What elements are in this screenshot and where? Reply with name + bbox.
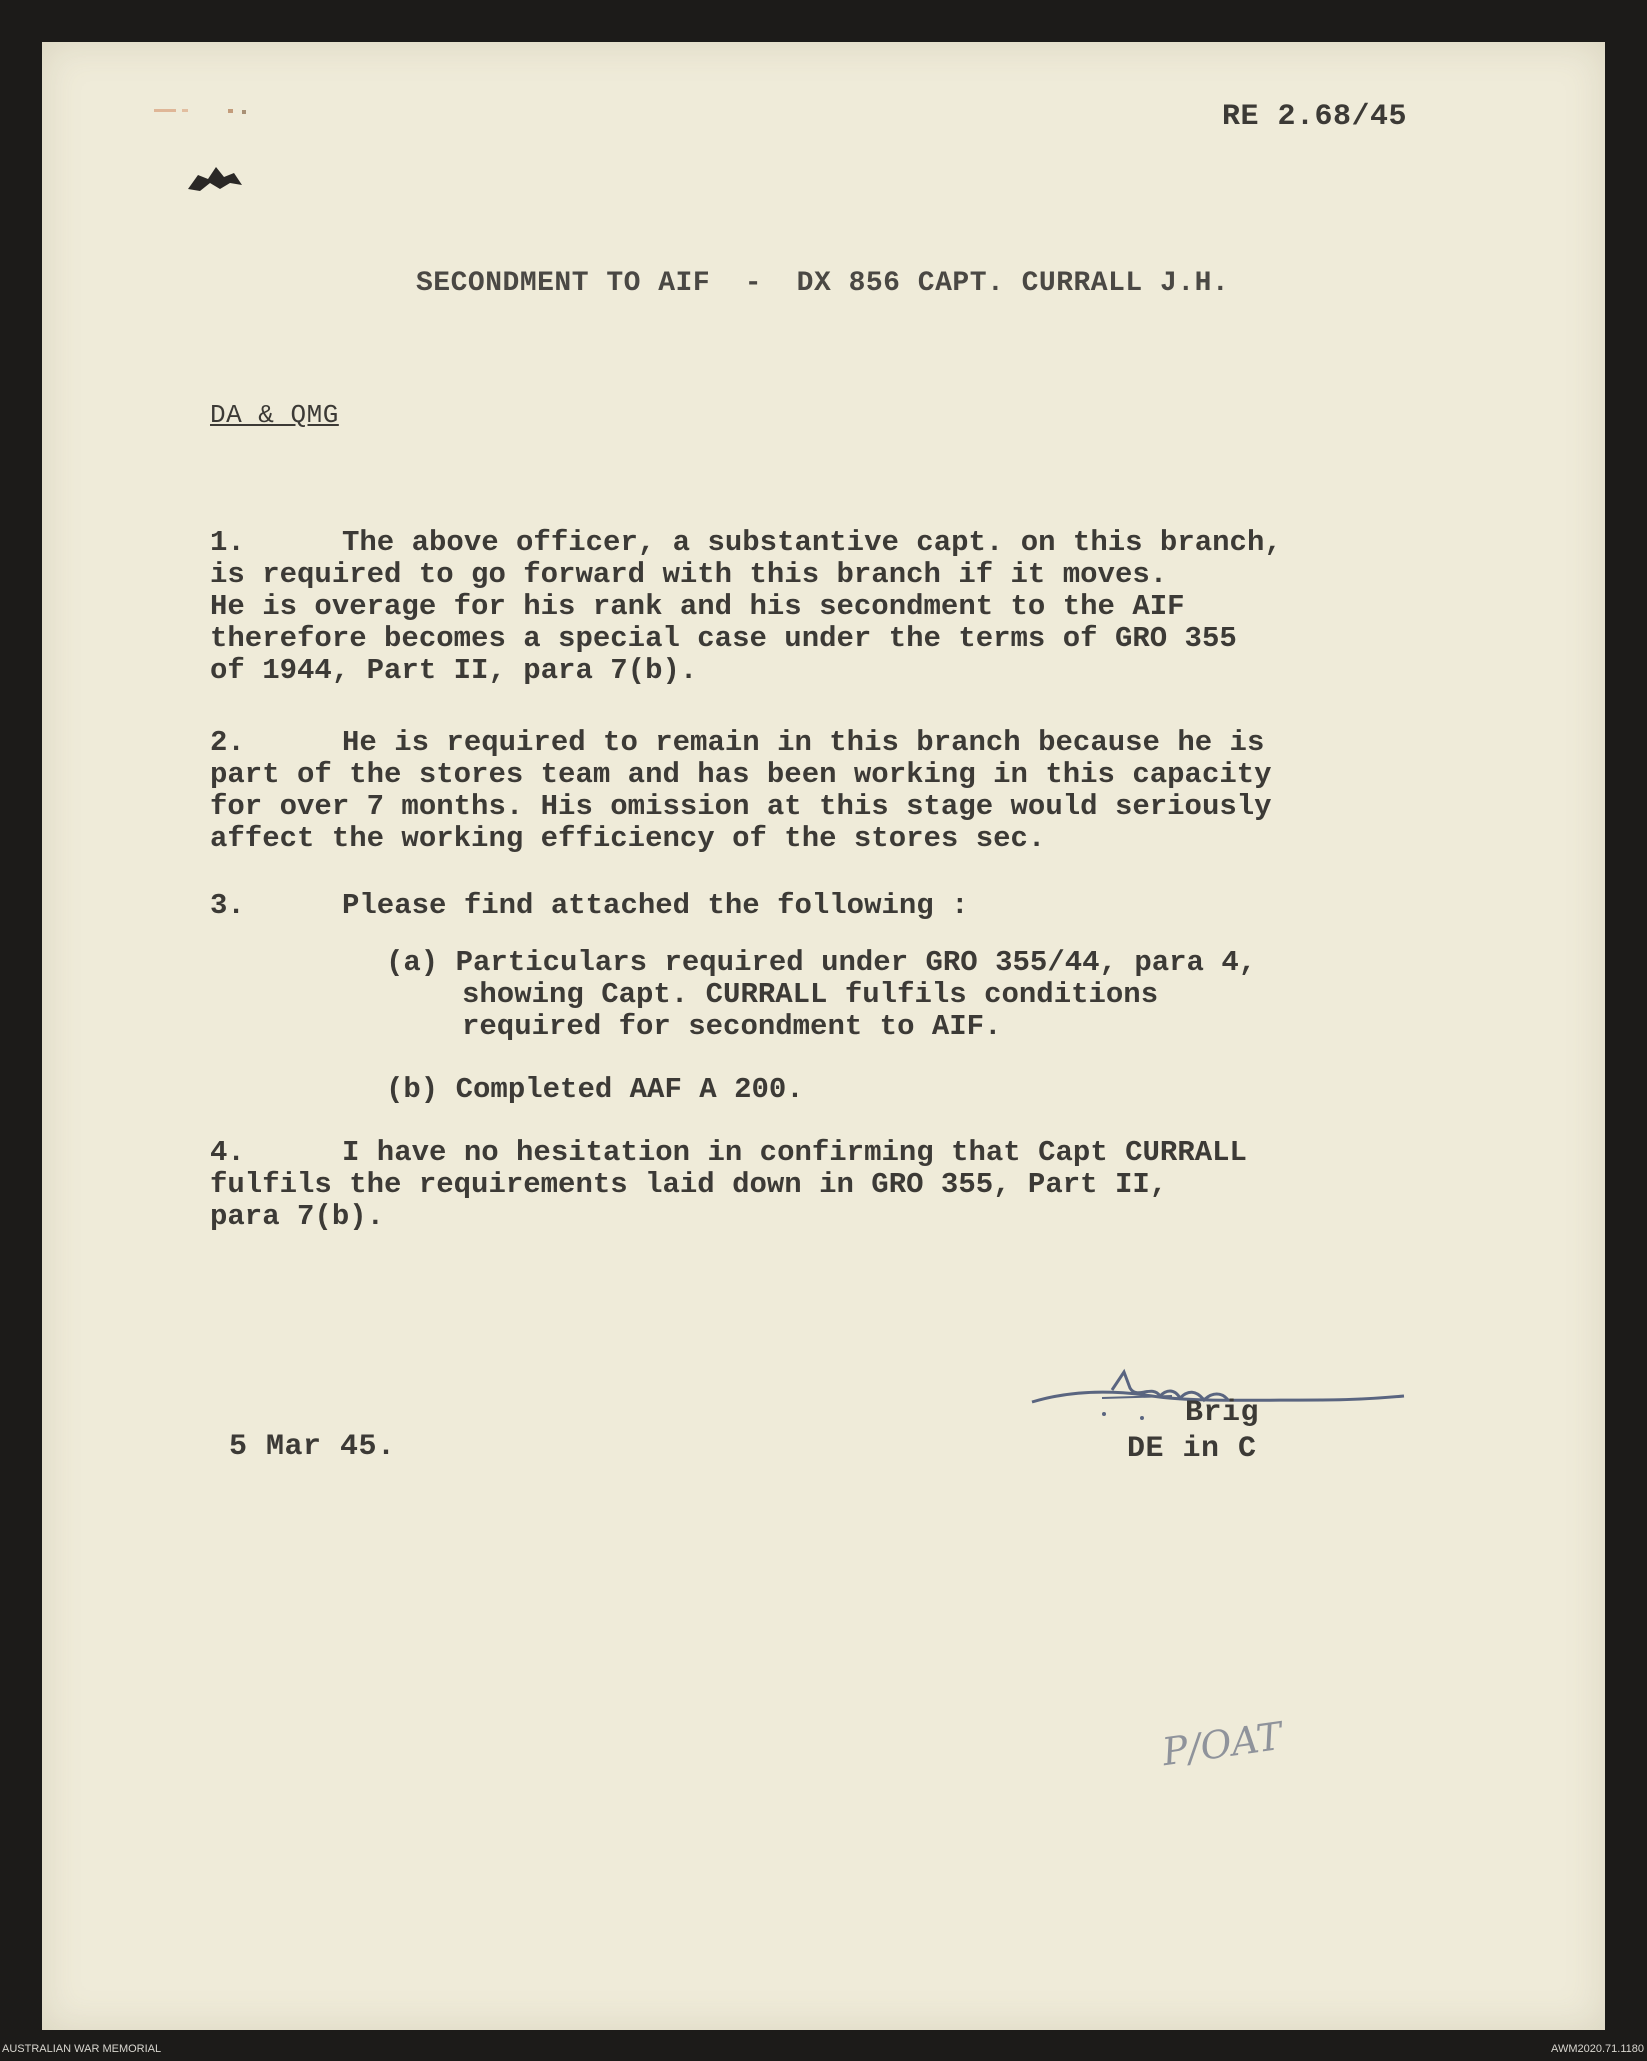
ink-smudge-mark [150,97,270,207]
paragraph-line: affect the working efficiency of the stores sec. [210,822,1046,855]
subitem-label: (b) [386,1073,439,1106]
paragraph-number: 4. [210,1136,245,1169]
paragraph-line: fulfils the requirements laid down in GRO 355, Part II, [210,1168,1168,1201]
paragraph-line: for over 7 months. His omission at this stage would seriously [210,790,1272,823]
paragraph-line: The above officer, a substantive capt. on this branch, [342,526,1282,559]
paragraph-line: He is overage for his rank and his secondment to the AIF [210,590,1185,623]
paragraph-1 [210,527,1410,687]
document-page [42,42,1605,2030]
paragraph-2 [210,727,1410,855]
document-date: 5 Mar 45. [229,1430,396,1464]
paragraph-4 [210,1137,1410,1233]
document-title: SECONDMENT TO AIF - DX 856 CAPT. CURRALL J.H. [416,268,1230,299]
reference-number: RE 2.68/45 [1222,100,1408,134]
paragraph-3 [210,890,1410,922]
paragraph-line: of 1944, Part II, para 7(b). [210,654,698,687]
subitem-line: Completed AAF A 200. [455,1073,804,1106]
subitem-label: (a) [386,946,439,979]
subitem-line: Particulars required under GRO 355/44, para 4, [455,946,1257,979]
subitem-line: required for secondment to AIF. [462,1010,1002,1043]
paragraph-line: para 7(b). [210,1200,385,1233]
subitem-line: showing Capt. CURRALL fulfils conditions [462,978,1159,1011]
handwritten-note: P/OAT [1159,1713,1285,1775]
paragraph-line: is required to go forward with this branch if it moves. [210,558,1168,591]
footer-accession-number: AWM2020.71.1180 [1551,2043,1644,2055]
paragraph-line: therefore becomes a special case under the terms of GRO 355 [210,622,1237,655]
paragraph-number: 3. [210,889,245,922]
paragraph-line: He is required to remain in this branch because he is [342,726,1265,759]
subitem-b [386,1074,804,1106]
signatory-rank: Brig [1185,1396,1260,1430]
addressee: DA & QMG [210,400,339,430]
footer-credit: AUSTRALIAN WAR MEMORIAL [2,2043,162,2055]
subitem-a [386,947,1256,1043]
paragraph-number: 1. [210,526,245,559]
paragraph-number: 2. [210,726,245,759]
paragraph-line: Please find attached the following : [342,889,969,922]
paragraph-line: part of the stores team and has been working in this capacity [210,758,1272,791]
signatory-title: DE in C [1127,1432,1257,1466]
paragraph-line: I have no hesitation in confirming that Capt CURRALL [342,1136,1247,1169]
